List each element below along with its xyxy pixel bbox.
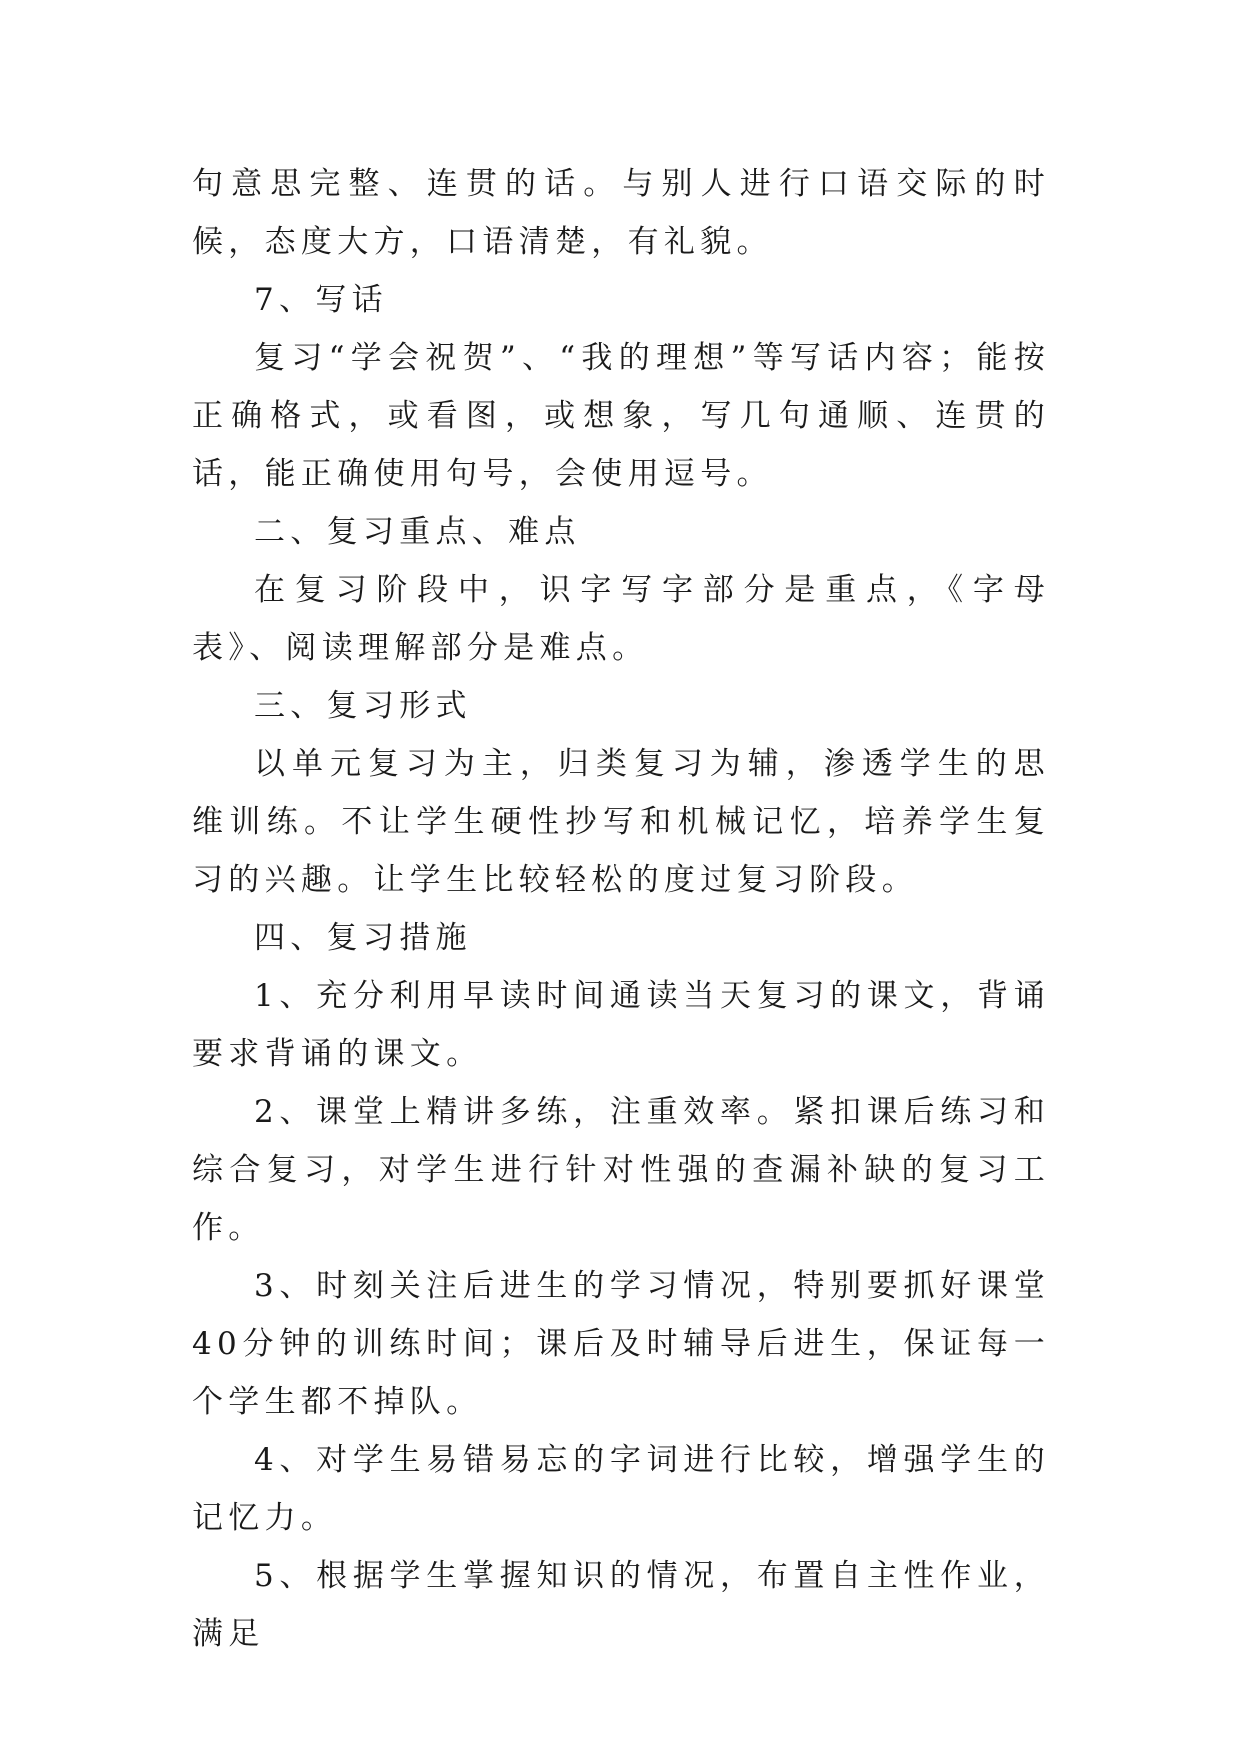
measure-item-3: 3、时刻关注后进生的学习情况，特别要抓好课堂40分钟的训练时间；课后及时辅导后进生，保证每一个学生都不掉队。 [192,1268,1050,1420]
measure-item-2: 2、课堂上精讲多练，注重效率。紧扣课后练习和综合复习，对学生进行针对性强的查漏补缺的复习工作。 [192,1094,1050,1246]
measure-item-4: 4、对学生易错易忘的字词进行比较，增强学生的记忆力。 [192,1442,1050,1536]
paragraph-writing: 复习“学会祝贺”、“我的理想”等写话内容；能按正确格式，或看图，或想象，写几句通顺、连贯的话，能正确使用句号，会使用逗号。 [192,340,1050,492]
paragraph-key-points: 在复习阶段中，识字写字部分是重点，《字母表》、阅读理解部分是难点。 [192,572,1050,666]
section-heading-writing: 7、写话 [254,282,388,318]
section-heading-review-form: 三、复习形式 [254,688,472,724]
section-heading-key-points: 二、复习重点、难点 [254,514,581,550]
paragraph-review-form: 以单元复习为主，归类复习为辅，渗透学生的思维训练。不让学生硬性抄写和机械记忆，培养学生复习的兴趣。让学生比较轻松的度过复习阶段。 [192,746,1050,898]
paragraph-1: 句意思完整、连贯的话。与别人进行口语交际的时候，态度大方，口语清楚，有礼貌。 [192,166,1050,260]
section-heading-measures: 四、复习措施 [254,920,472,956]
document-page [192,155,1050,1663]
measure-item-5: 5、根据学生掌握知识的情况，布置自主性作业，满足 [192,1558,1050,1652]
measure-item-1: 1、充分利用早读时间通读当天复习的课文，背诵要求背诵的课文。 [192,978,1050,1072]
